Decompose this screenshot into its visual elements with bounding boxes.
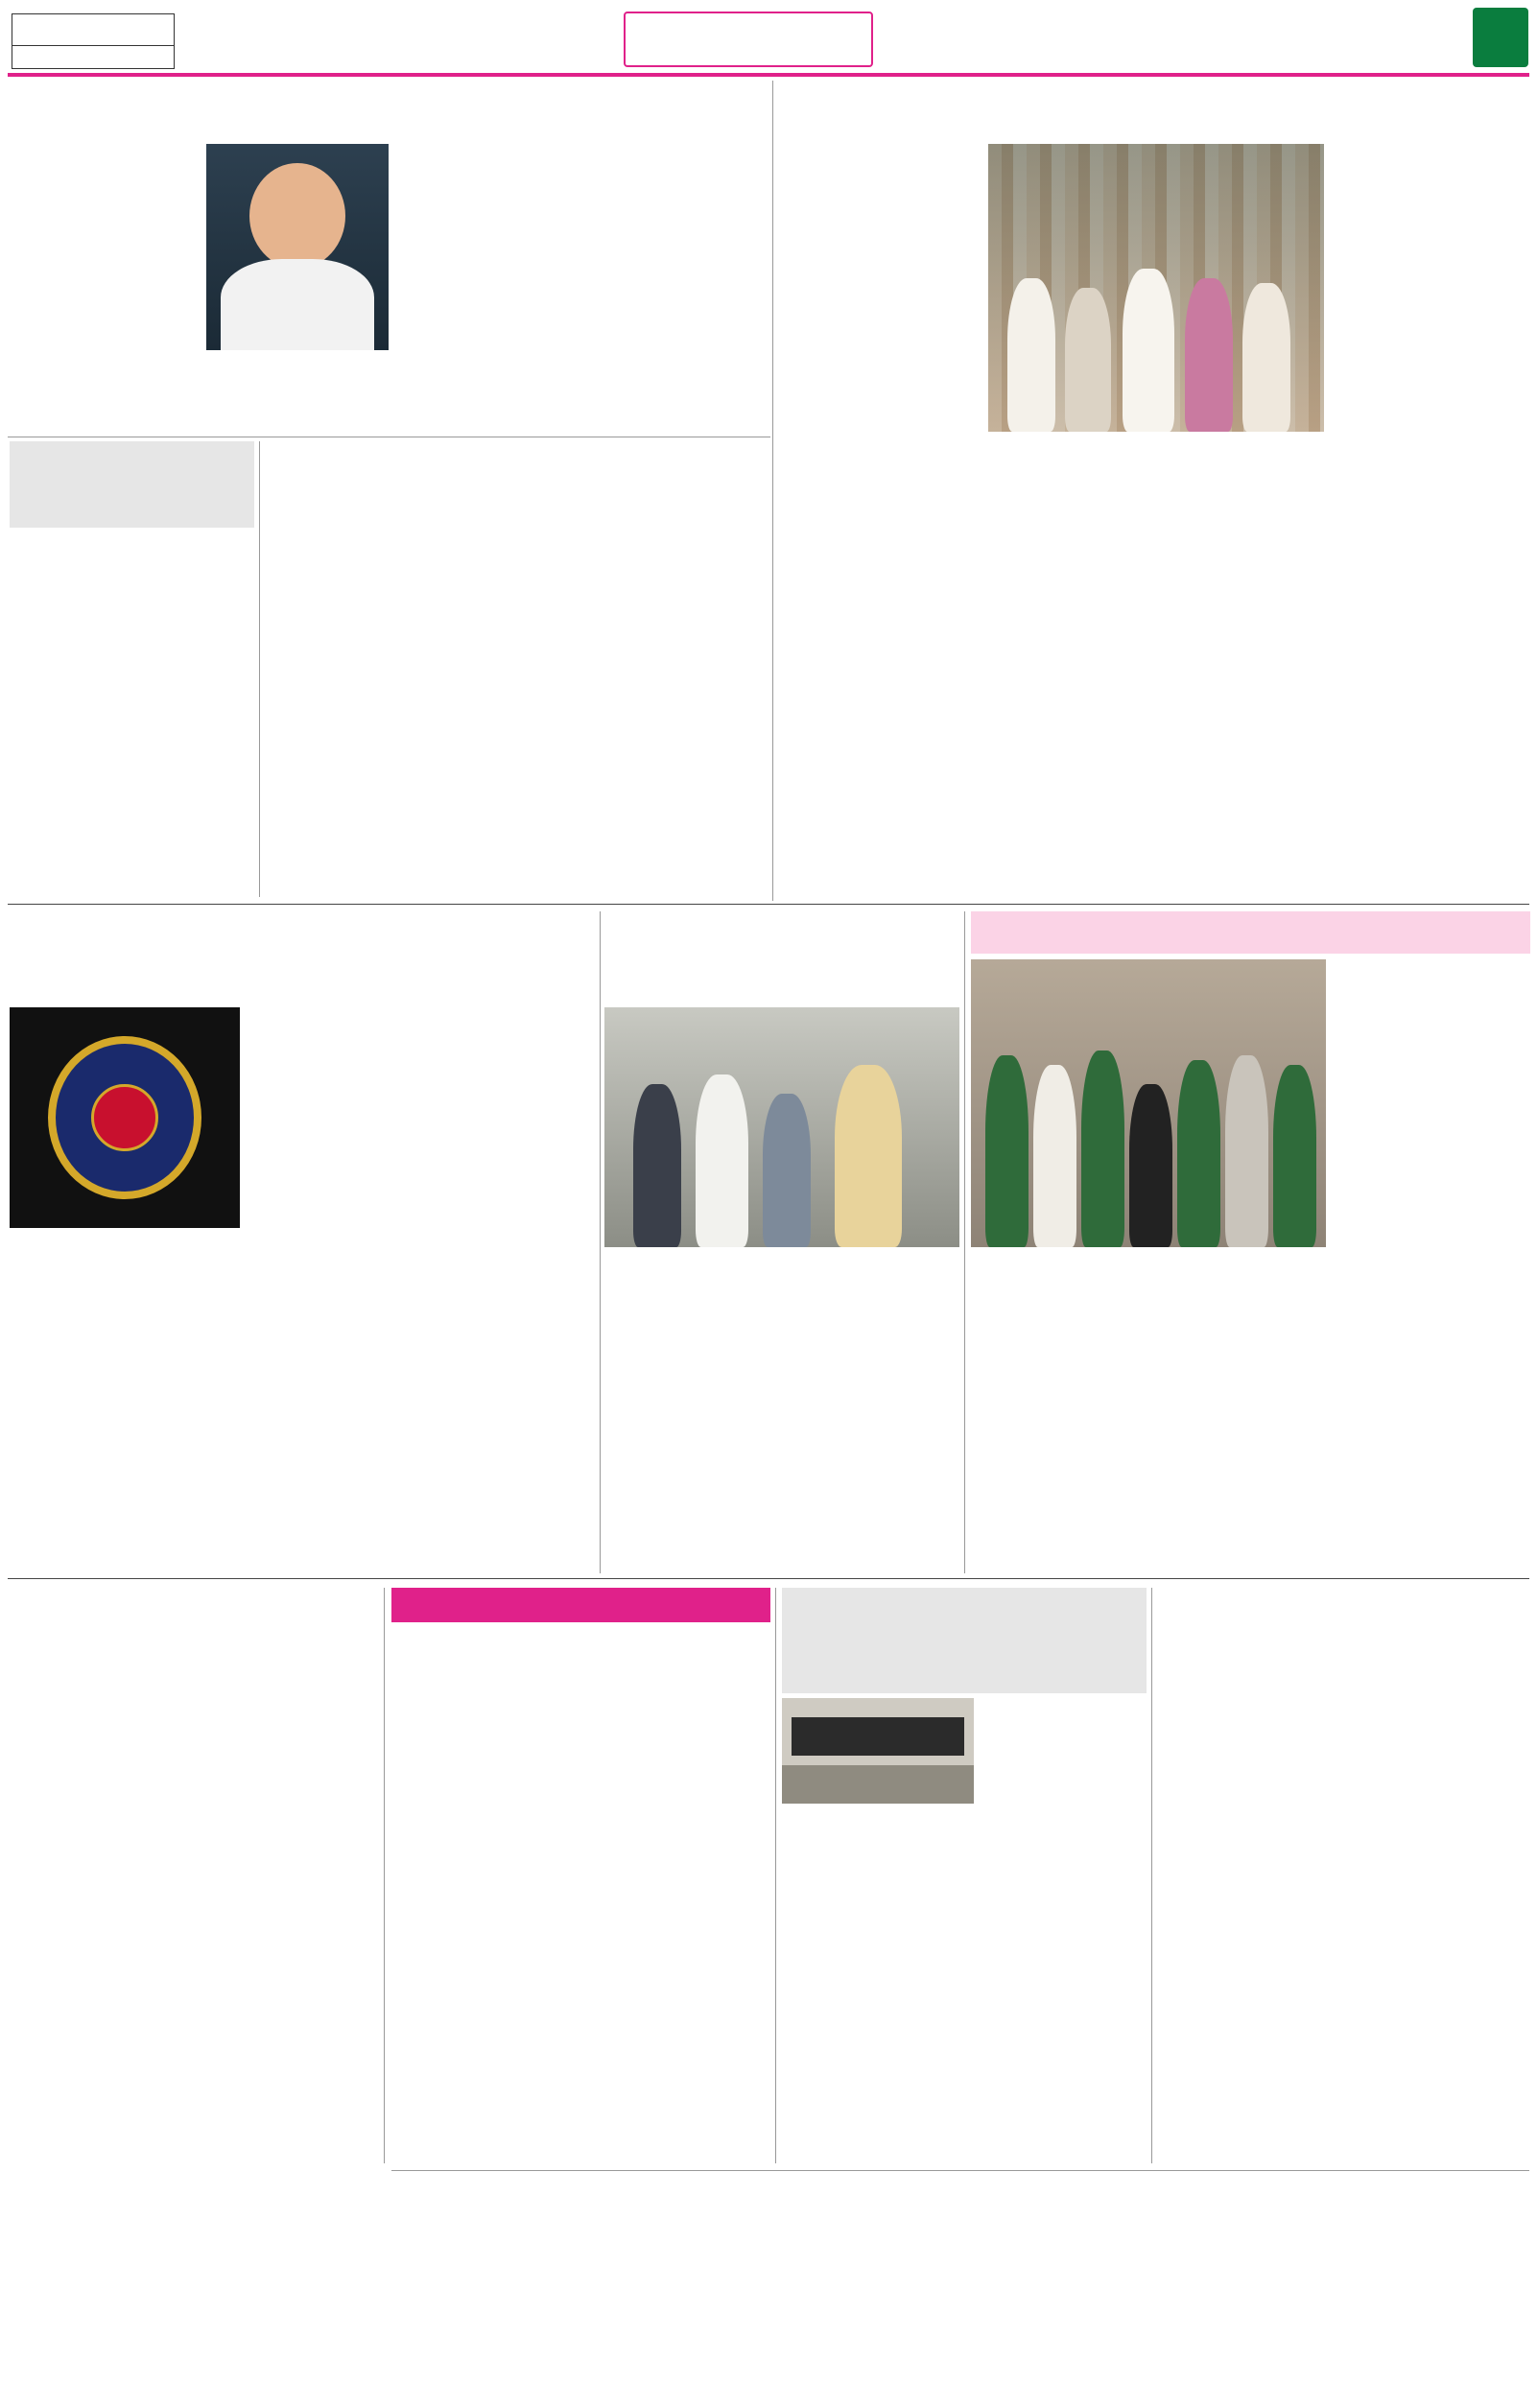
arrested-gang-photo (971, 959, 1326, 1247)
tb-body-col2 (782, 144, 979, 432)
delhi-police-logo (10, 1007, 240, 1228)
neet-body-col1 (983, 1698, 1147, 2168)
neet-body-col2 (782, 1808, 974, 2168)
factory-fire-body-col2 (269, 542, 513, 897)
servant-theft-headline (10, 911, 595, 969)
tb-body-col1 (1338, 144, 1530, 897)
servant-theft-body-col1 (441, 1007, 595, 1573)
tb-body-col4 (959, 441, 1123, 897)
masthead-rule (8, 73, 1529, 77)
assembly-body-col2 (398, 144, 576, 432)
date-box (12, 13, 175, 69)
section-title-box (624, 12, 873, 67)
servant-theft-subhead (10, 971, 432, 1005)
assembly-headline (10, 81, 768, 134)
court-photo (782, 1698, 974, 1804)
obituary-subhead (391, 2218, 1529, 2247)
amazon-fraud-subhead (10, 1688, 379, 1746)
kejriwal-body (10, 532, 254, 897)
factory-fire-body-col1 (523, 542, 768, 897)
okhla-body-col2 (604, 1257, 777, 1573)
amazon-fraud-body-col1 (197, 1751, 379, 2163)
servant-theft-body-col3 (10, 1238, 240, 1573)
encounter-headline (391, 1588, 770, 1622)
congress-meeting-body-col2 (1159, 1688, 1341, 2168)
tb-body-col3 (1132, 441, 1324, 897)
factory-fire-headline (269, 441, 768, 537)
okhla-body-col1 (787, 1257, 959, 1573)
tb-event-photo (988, 144, 1324, 432)
encounter-body-col1 (585, 1629, 770, 2166)
okhla-headline (604, 911, 959, 1007)
amazon-fraud-headline (10, 1588, 379, 1684)
date-english (12, 45, 174, 50)
arms-network-body-col1 (1336, 959, 1530, 1573)
neet-headline (782, 1588, 1147, 1693)
arms-network-body-col2 (971, 1257, 1326, 1573)
page-number-box (1473, 8, 1528, 67)
arms-network-headline (971, 911, 1530, 954)
okhla-inspection-photo (604, 1007, 959, 1247)
paper-logo (1271, 6, 1463, 69)
encounter-body-col2 (391, 1629, 579, 2166)
kejriwal-headline (10, 441, 254, 528)
obituary-headline (391, 2176, 1529, 2218)
tb-body-col5 (782, 441, 950, 897)
vijender-gupta-portrait (206, 144, 389, 350)
masthead (0, 0, 1537, 72)
servant-theft-body-col2 (249, 1007, 432, 1573)
assembly-body-col1 (585, 144, 768, 432)
congress-meeting-headline (1159, 1588, 1530, 1684)
tb-headline (782, 81, 1530, 134)
congress-meeting-body-col1 (1348, 1688, 1530, 2168)
assembly-body-col4 (10, 360, 389, 432)
amazon-fraud-body-col2 (10, 1751, 187, 2163)
